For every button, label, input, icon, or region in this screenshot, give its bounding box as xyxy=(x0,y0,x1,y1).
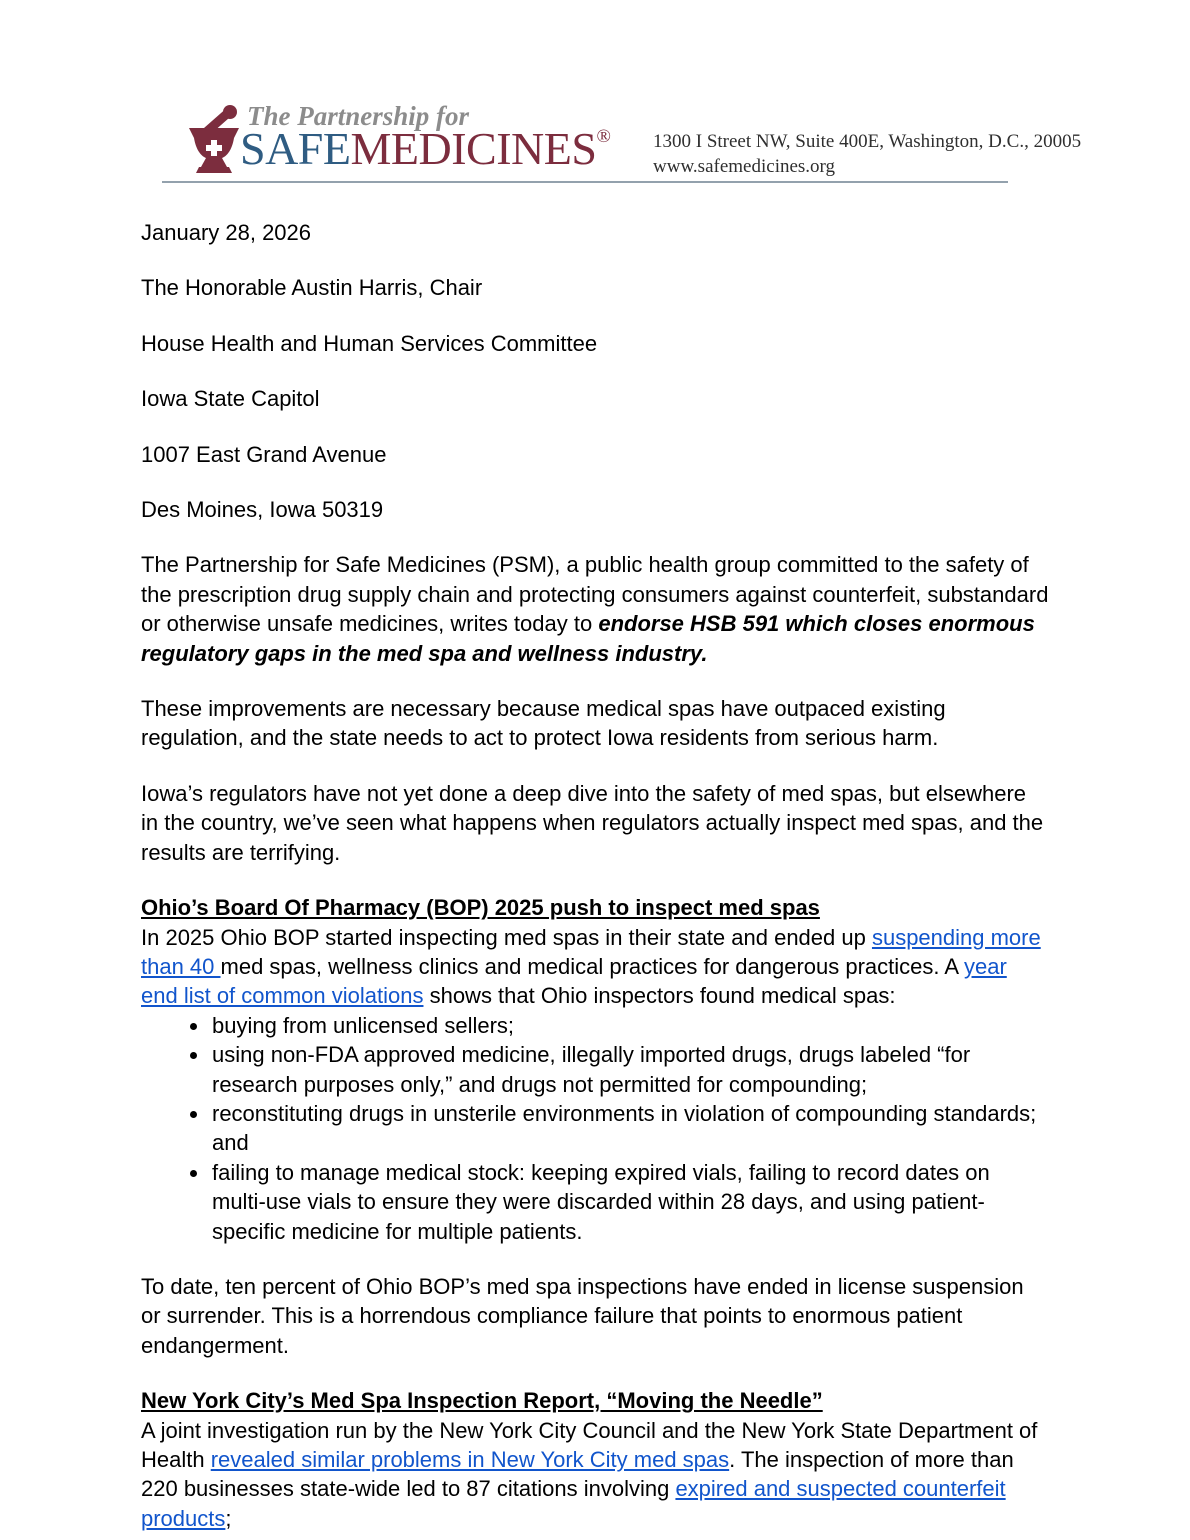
link-suspending-more-than-40[interactable]: suspending more than 40 xyxy=(141,924,1041,979)
violation-item: • failing to manage medical stock: keeping expired vials, failing to record dates on multi-use vials to ensure they were discarded within 28 days, and using patient-specific medicine for multiple patients. xyxy=(210,1158,1049,1246)
logo-brand-safe: SAFE xyxy=(240,123,351,174)
recipient-line: House Health and Human Services Committee xyxy=(141,330,598,356)
nyc-text-1: A joint investigation run by the New York City Council and the New York State Department of Health xyxy=(141,1417,1038,1472)
recipient-line: Iowa State Capitol xyxy=(141,386,320,412)
logo-brand-medicines: MEDICINES xyxy=(350,123,597,174)
letterhead-divider xyxy=(162,181,1008,183)
registered-trademark-symbol: ® xyxy=(596,126,611,147)
nyc-section-heading: New York City’s Med Spa Inspection Report, “Moving the Needle” xyxy=(141,1388,823,1414)
link-expired-and-suspected-counterfeit-products[interactable]: expired and suspected counterfeit products xyxy=(141,1476,1006,1531)
to-date-paragraph: To date, ten percent of Ohio BOP’s med spa inspections have ended in license suspension or surrender. This is a horrendous compliance failure that points to enormous patient endangerment. xyxy=(141,1273,1024,1358)
logo-tagline: The Partnership for xyxy=(247,101,470,131)
nyc-text-2: . The inspection of more than 220 businesses state-wide led to 87 citations involving xyxy=(141,1447,1014,1502)
letter-body xyxy=(141,218,1049,1533)
nyc-paragraph xyxy=(141,1416,1049,1534)
ohio-paragraph xyxy=(141,923,1049,1011)
violation-item: • buying from unlicensed sellers; xyxy=(210,1011,1049,1040)
violation-item: • using non-FDA approved medicine, illegally imported drugs, drugs labeled “for research purposes only,” and drugs not permitted for compounding; xyxy=(210,1040,1049,1099)
intro-paragraph xyxy=(141,550,1049,668)
violations-list xyxy=(141,1011,1049,1246)
ohio-text-2: med spas, wellness clinics and medical practices for dangerous practices. A xyxy=(220,953,964,979)
violation-item: • reconstituting drugs in unsterile environments in violation of compounding standards; and xyxy=(210,1099,1049,1158)
intro-endorsement-emphasis: endorse HSB 591 which closes enormous regulatory gaps in the med spa and wellness industry. xyxy=(141,611,1035,666)
iowa-regulators-paragraph: Iowa’s regulators have not yet done a deep dive into the safety of med spas, but elsewhere in the country, we’ve seen what happens when regulators actually inspect med spas, and the results are terrifying. xyxy=(141,780,1044,865)
letter-date: January 28, 2026 xyxy=(141,220,312,245)
recipient-line: The Honorable Austin Harris, Chair xyxy=(141,275,483,301)
ohio-text-3: shows that Ohio inspectors found medical spas: xyxy=(423,983,896,1009)
link-year-end-list-of-common-violations[interactable]: year end list of common violations xyxy=(141,953,1007,1009)
letterhead-website: www.safemedicines.org xyxy=(653,156,836,177)
ohio-section-heading: Ohio’s Board Of Pharmacy (BOP) 2025 push to inspect med spas xyxy=(141,895,820,921)
letterhead-address xyxy=(653,129,1081,179)
link-revealed-similar-problems-nyc-med-spas[interactable]: revealed similar problems in New York City med spas xyxy=(210,1447,730,1472)
letterhead xyxy=(0,0,1190,218)
nyc-text-3: ; xyxy=(225,1505,232,1531)
ohio-text-1: In 2025 Ohio BOP started inspecting med spas in their state and ended up xyxy=(141,924,872,950)
letterhead-address-line: 1300 I Street NW, Suite 400E, Washington, D.C., 20005 xyxy=(653,131,1082,152)
improvements-paragraph: These improvements are necessary because medical spas have outpaced existing regulation, and the state needs to act to protect Iowa residents from serious harm. xyxy=(141,696,946,751)
logo-brand xyxy=(240,123,611,174)
recipient-line: 1007 East Grand Avenue xyxy=(141,441,387,467)
recipient-address-block xyxy=(141,273,1049,524)
recipient-line: Des Moines, Iowa 50319 xyxy=(141,497,384,523)
mortar-and-pestle-icon xyxy=(188,104,240,174)
intro-text: The Partnership for Safe Medicines (PSM), a public health group committed to the safety of the prescription drug supply chain and protecting consumers against counterfeit, substandard or otherwise unsafe medicines, writes today to xyxy=(141,552,1049,637)
